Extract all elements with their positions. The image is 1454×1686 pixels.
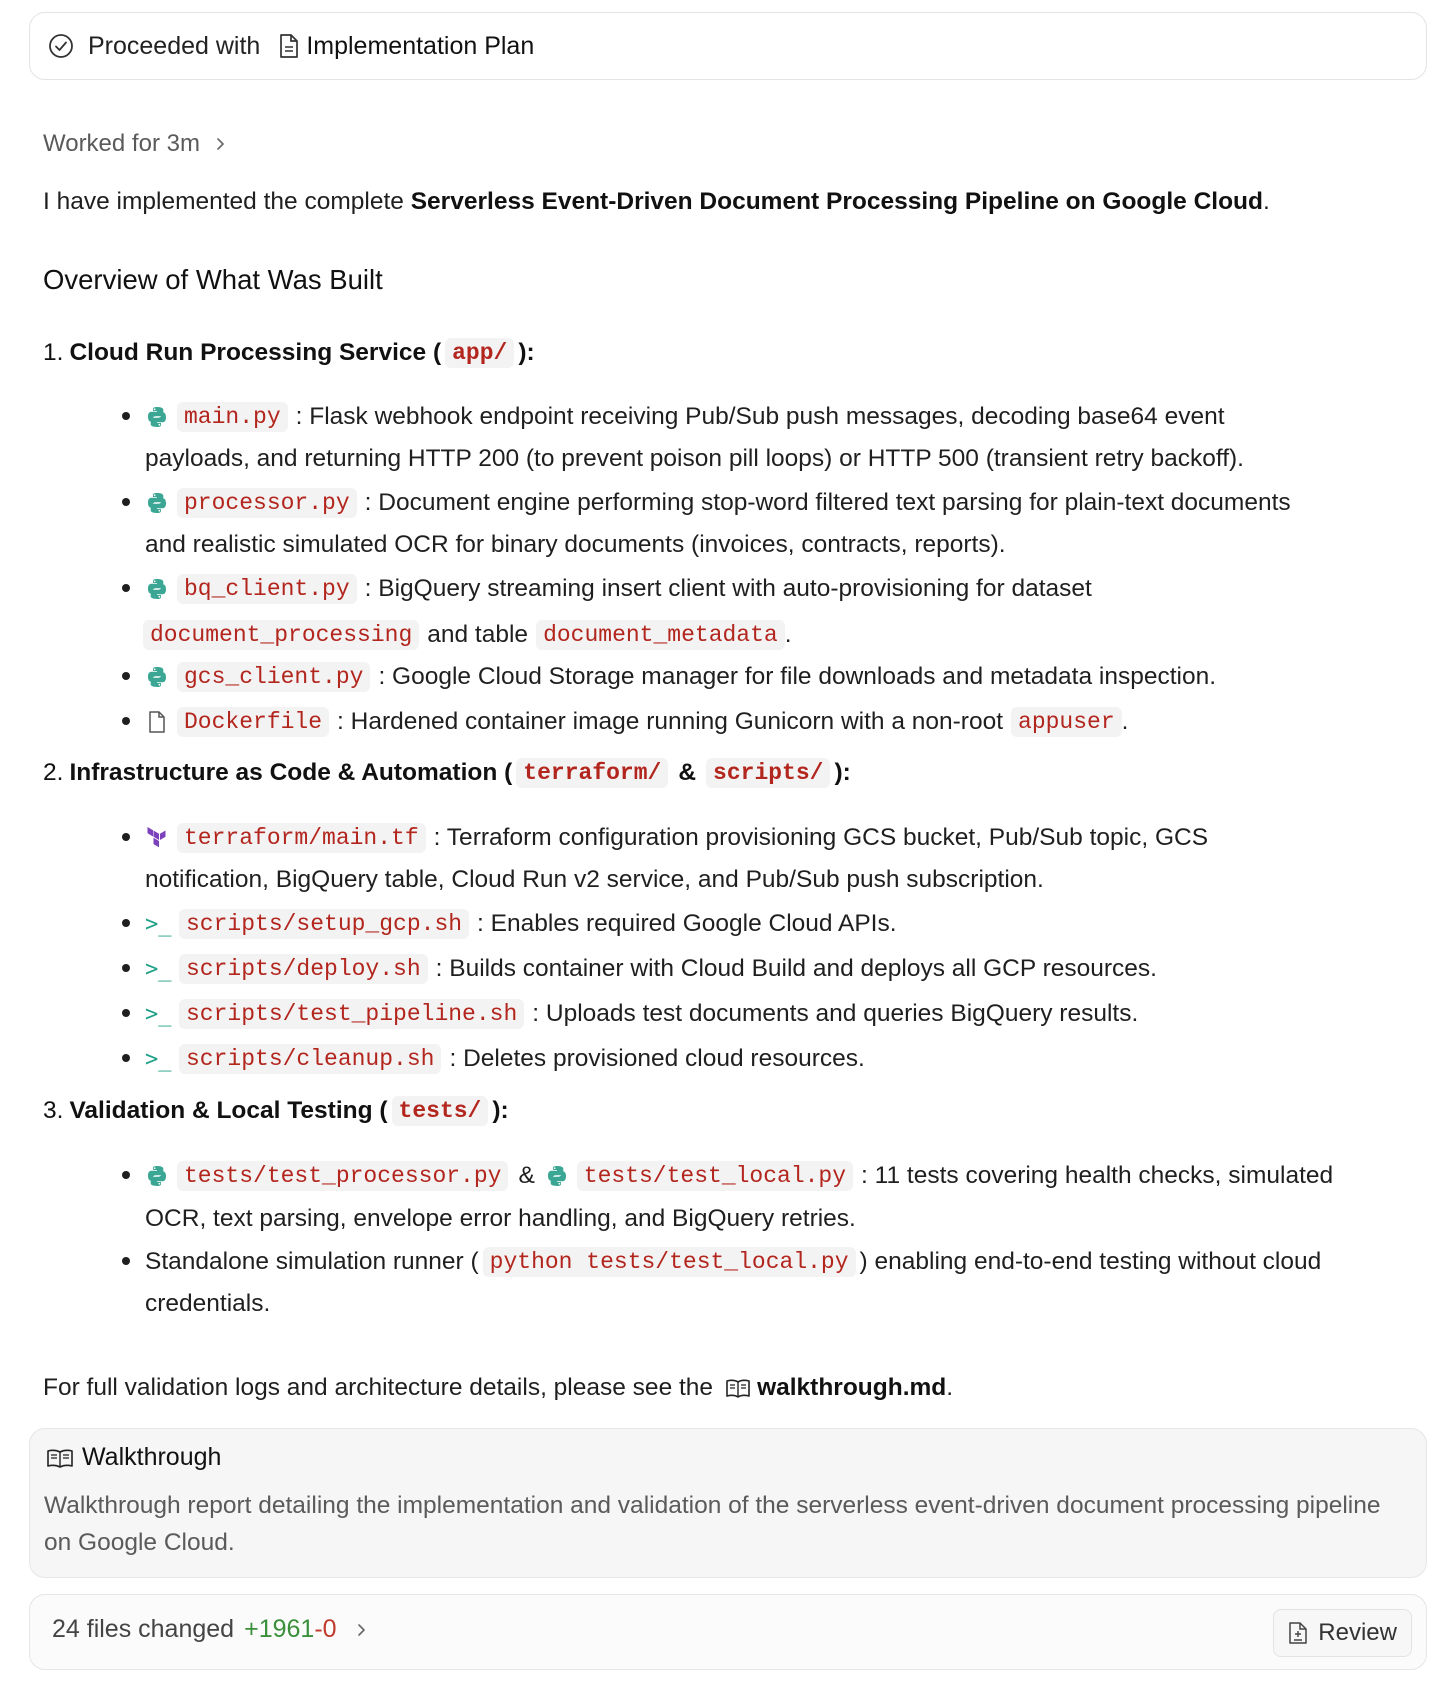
section-close: ):	[492, 1097, 509, 1124]
chevron-right-icon	[214, 137, 228, 151]
dataset-code: document_processing	[143, 620, 419, 650]
worked-duration-toggle[interactable]	[43, 130, 228, 158]
section-number: 1.	[43, 339, 64, 366]
terraform-icon	[145, 826, 169, 850]
implementation-plan-link[interactable]: Implementation Plan	[306, 31, 535, 60]
walkthrough-description: Walkthrough report detailing the implementation and validation of the serverless event-driven document processing pipeline on Google Cloud.	[44, 1492, 1381, 1556]
section-code: app/	[445, 338, 514, 368]
list-item	[145, 1155, 1333, 1197]
footer-end: .	[946, 1374, 954, 1401]
item-continuation: credentials.	[145, 1290, 271, 1317]
file-code[interactable]: scripts/setup_gcp.sh	[179, 909, 469, 939]
section-1-heading	[43, 338, 535, 368]
file-code[interactable]: bq_client.py	[177, 574, 357, 604]
item-continuation: and realistic simulated OCR for binary documents (invoices, contracts, reports).	[145, 531, 1006, 558]
section-title: Cloud Run Processing Service (	[69, 339, 442, 366]
python-icon	[545, 1164, 569, 1188]
section-close: ):	[518, 339, 535, 366]
list-item	[145, 656, 1216, 698]
walkthrough-title-row	[46, 1443, 221, 1472]
list-item	[145, 993, 1138, 1035]
item-text: .	[1121, 708, 1129, 735]
file-code[interactable]: tests/test_local.py	[577, 1161, 853, 1191]
file-icon	[145, 710, 169, 734]
bullet-dot	[122, 1171, 130, 1179]
item-text: .	[784, 621, 792, 648]
intro-prefix: I have implemented the complete	[43, 188, 411, 215]
file-code[interactable]: gcs_client.py	[177, 662, 370, 692]
list-item	[145, 701, 1128, 743]
list-item	[145, 903, 897, 945]
item-text: : Hardened container image running Gunicorn with a non-root	[337, 708, 1004, 735]
user-code: appuser	[1011, 707, 1122, 737]
check-circle-icon	[48, 33, 74, 59]
walkthrough-title: Walkthrough	[82, 1443, 222, 1471]
lines-removed: -0	[314, 1615, 337, 1643]
files-changed-toggle[interactable]	[52, 1615, 369, 1644]
item-continuation: OCR, text parsing, envelope error handling, and BigQuery retries.	[145, 1205, 856, 1232]
item-text: : Flask webhook endpoint receiving Pub/Sub push messages, decoding base64 event	[295, 403, 1225, 430]
list-item	[145, 568, 1092, 610]
worked-duration: Worked for 3m	[43, 130, 200, 157]
list-item	[145, 482, 1291, 524]
list-item	[145, 1038, 865, 1080]
list-item	[145, 396, 1225, 438]
list-item	[145, 1241, 1321, 1283]
bullet-dot	[122, 717, 130, 725]
item-text: : 11 tests covering health checks, simulated	[861, 1162, 1334, 1189]
bullet-dot	[122, 672, 130, 680]
item-text: and table	[427, 621, 529, 648]
item-text: : Google Cloud Storage manager for file downloads and metadata inspection.	[378, 663, 1217, 690]
walkthrough-card[interactable]	[29, 1428, 1427, 1578]
files-changed-count: 24 files changed	[52, 1615, 235, 1643]
python-icon	[145, 491, 169, 515]
file-code[interactable]: scripts/deploy.sh	[179, 954, 428, 984]
item-continuation: notification, BigQuery table, Cloud Run v2 service, and Pub/Sub push subscription.	[145, 866, 1044, 893]
item-text: : Deletes provisioned cloud resources.	[449, 1045, 865, 1072]
walkthrough-link[interactable]: walkthrough.md	[757, 1374, 947, 1401]
book-icon	[46, 1447, 74, 1469]
list-item	[145, 948, 1157, 990]
review-document-icon	[1288, 1621, 1308, 1645]
section-amp: &	[678, 759, 697, 786]
item-text: Standalone simulation runner (	[145, 1248, 479, 1275]
list-item	[145, 817, 1208, 859]
footer-note	[43, 1370, 953, 1406]
intro-bold: Serverless Event-Driven Document Processing Pipeline on Google Cloud	[410, 188, 1263, 215]
section-title: Validation & Local Testing (	[69, 1097, 388, 1124]
item-text: : Builds container with Cloud Build and deploys all GCP resources.	[435, 955, 1157, 982]
bullet-dot	[122, 964, 130, 972]
item-text: : Uploads test documents and queries BigQuery results.	[532, 1000, 1139, 1027]
document-icon	[278, 33, 300, 59]
python-icon	[145, 1164, 169, 1188]
intro-suffix: .	[1263, 188, 1270, 215]
item-continuation	[145, 614, 792, 656]
section-number: 3.	[43, 1097, 64, 1124]
bullet-dot	[122, 1257, 130, 1265]
lines-added: +1961	[244, 1615, 315, 1643]
section-title: Infrastructure as Code & Automation (	[69, 759, 513, 786]
chevron-right-icon	[355, 1623, 369, 1637]
bullet-dot	[122, 1009, 130, 1017]
table-code: document_metadata	[536, 620, 785, 650]
section-2-heading	[43, 758, 851, 788]
review-label: Review	[1318, 1619, 1397, 1646]
proceeded-label: Proceeded with	[88, 31, 261, 60]
footer-text: For full validation logs and architecture details, please see the	[43, 1374, 714, 1401]
intro-paragraph	[43, 188, 1270, 216]
file-code[interactable]: terraform/main.tf	[177, 823, 426, 853]
file-code[interactable]: Dockerfile	[177, 707, 329, 737]
proceeded-banner	[29, 12, 1427, 80]
changes-bar	[29, 1594, 1427, 1670]
file-code[interactable]: scripts/test_pipeline.sh	[179, 999, 524, 1029]
bullet-dot	[122, 498, 130, 506]
file-code[interactable]: main.py	[177, 402, 288, 432]
item-text: : Document engine performing stop-word filtered text parsing for plain-text documents	[364, 489, 1291, 516]
section-code: terraform/	[516, 758, 668, 788]
bullet-dot	[122, 1054, 130, 1062]
bullet-dot	[122, 833, 130, 841]
terminal-icon: >_	[145, 911, 172, 937]
section-number: 2.	[43, 759, 64, 786]
bullet-dot	[122, 412, 130, 420]
file-code[interactable]: scripts/cleanup.sh	[179, 1044, 441, 1074]
item-text: ) enabling end-to-end testing without cloud	[859, 1248, 1322, 1275]
item-text: : BigQuery streaming insert client with auto-provisioning for dataset	[364, 575, 1092, 602]
item-continuation: payloads, and returning HTTP 200 (to prevent poison pill loops) or HTTP 500 (transient retry backoff).	[145, 445, 1244, 472]
file-code[interactable]: processor.py	[177, 488, 357, 518]
python-icon	[145, 577, 169, 601]
terminal-icon: >_	[145, 1001, 172, 1027]
item-text: : Enables required Google Cloud APIs.	[477, 910, 897, 937]
terminal-icon: >_	[145, 956, 172, 982]
overview-heading: Overview of What Was Built	[43, 264, 383, 295]
review-button[interactable]	[1273, 1609, 1412, 1657]
section-close: ):	[834, 759, 851, 786]
file-code[interactable]: tests/test_processor.py	[177, 1161, 508, 1191]
bullet-dot	[122, 919, 130, 927]
section-3-heading	[43, 1096, 509, 1126]
command-code: python tests/test_local.py	[483, 1247, 856, 1277]
item-text: &	[518, 1162, 535, 1189]
section-code: tests/	[392, 1096, 489, 1126]
book-icon	[725, 1377, 751, 1399]
item-text: : Terraform configuration provisioning GCS bucket, Pub/Sub topic, GCS	[433, 824, 1209, 851]
terminal-icon: >_	[145, 1046, 172, 1072]
bullet-dot	[122, 584, 130, 592]
python-icon	[145, 665, 169, 689]
section-code: scripts/	[706, 758, 830, 788]
python-icon	[145, 405, 169, 429]
